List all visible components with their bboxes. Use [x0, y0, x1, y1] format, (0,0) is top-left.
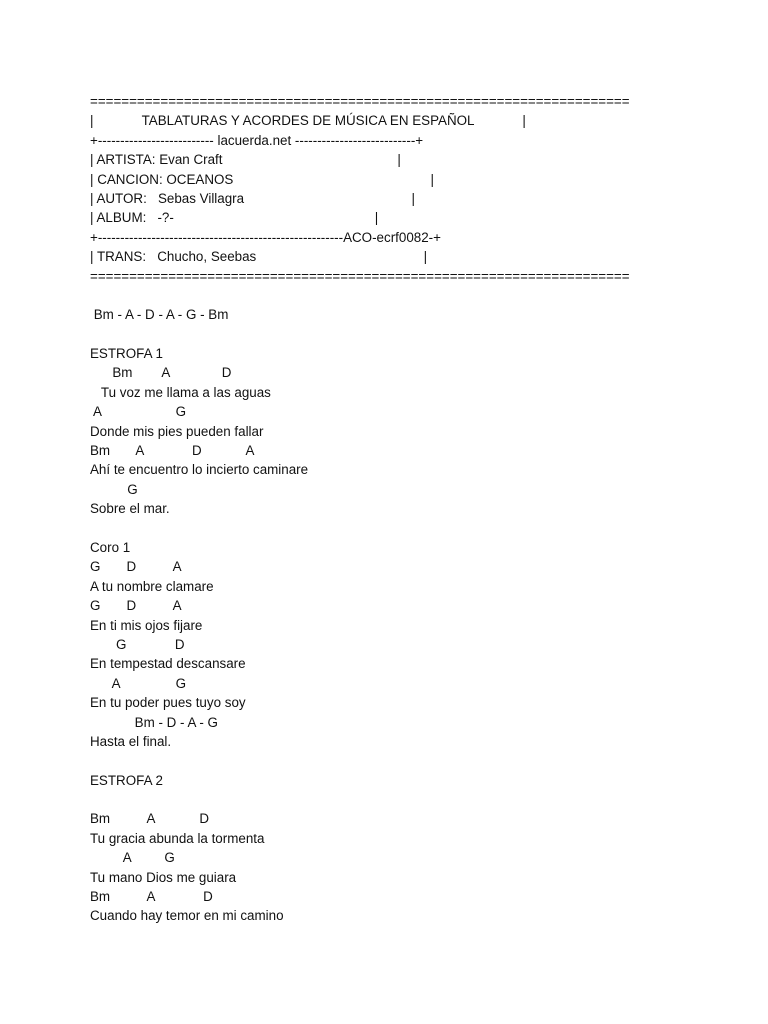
chord-line: G D A [90, 598, 182, 614]
section-title: ESTROFA 2 [90, 772, 163, 788]
header-block [90, 92, 730, 286]
header-site: +-------------------------- lacuerda.net ---------------------------+ [90, 132, 424, 148]
lyric-line: En tu poder pues tuyo soy [90, 695, 246, 711]
spacer [90, 325, 730, 344]
lyric-line: A tu nombre clamare [90, 578, 214, 594]
section-coro-1 [90, 538, 730, 751]
header-trans: | TRANS: Chucho, Seebas | [90, 249, 428, 265]
header-album: | ALBUM: -?- | [90, 210, 379, 226]
chord-line: G [90, 481, 138, 497]
header-rule-top: ===================================================================== [90, 94, 630, 109]
lyric-line: Tu mano Dios me guiara [90, 869, 237, 885]
header-rule-bottom: ===================================================================== [90, 268, 630, 284]
lyric-line: Tu voz me llama a las aguas [90, 384, 271, 400]
lyric-line: Donde mis pies pueden fallar [90, 423, 264, 439]
lyric-line: Tu gracia abunda la tormenta [90, 830, 265, 846]
chord-line: A G [90, 675, 186, 691]
chord-line: A G [90, 404, 186, 420]
chord-progression: Bm - A - D - A - G - Bm [90, 307, 229, 323]
spacer [90, 751, 730, 770]
lyric-line: Hasta el final. [90, 733, 172, 749]
header-title: | TABLATURAS Y ACORDES DE MÚSICA EN ESPAÑOL | [90, 113, 526, 129]
chord-line: G D A [90, 559, 182, 575]
section-title: Coro 1 [90, 539, 131, 555]
chord-line: A G [90, 850, 175, 866]
header-author: | AUTOR: Sebas Villagra | [90, 190, 415, 206]
header-artist: | ARTISTA: Evan Craft | [90, 152, 401, 168]
lyric-line: En ti mis ojos fijare [90, 617, 203, 633]
chord-line: Bm - D - A - G [90, 714, 218, 730]
section-estrofa-1 [90, 344, 730, 519]
chord-line: Bm A D [90, 811, 210, 827]
lyric-line: Cuando hay temor en mi camino [90, 908, 284, 924]
lyric-line: Ahí te encuentro lo incierto caminare [90, 462, 309, 478]
header-song: | CANCION: OCEANOS | [90, 171, 435, 187]
section-title: ESTROFA 1 [90, 346, 163, 362]
chord-line: G D [90, 636, 185, 652]
chord-line: Bm A D [90, 889, 213, 905]
chord-line: Bm A D A [90, 443, 255, 459]
lyric-line: Sobre el mar. [90, 501, 170, 517]
lyric-line: En tempestad descansare [90, 656, 246, 672]
spacer [90, 286, 730, 305]
header-code: +-------------------------------------------------------ACO-ecrf0082-+ [90, 229, 441, 245]
spacer [90, 790, 730, 809]
chord-line: Bm A D [90, 365, 232, 381]
song-document [90, 92, 730, 926]
section-estrofa-2 [90, 771, 730, 926]
spacer [90, 519, 730, 538]
